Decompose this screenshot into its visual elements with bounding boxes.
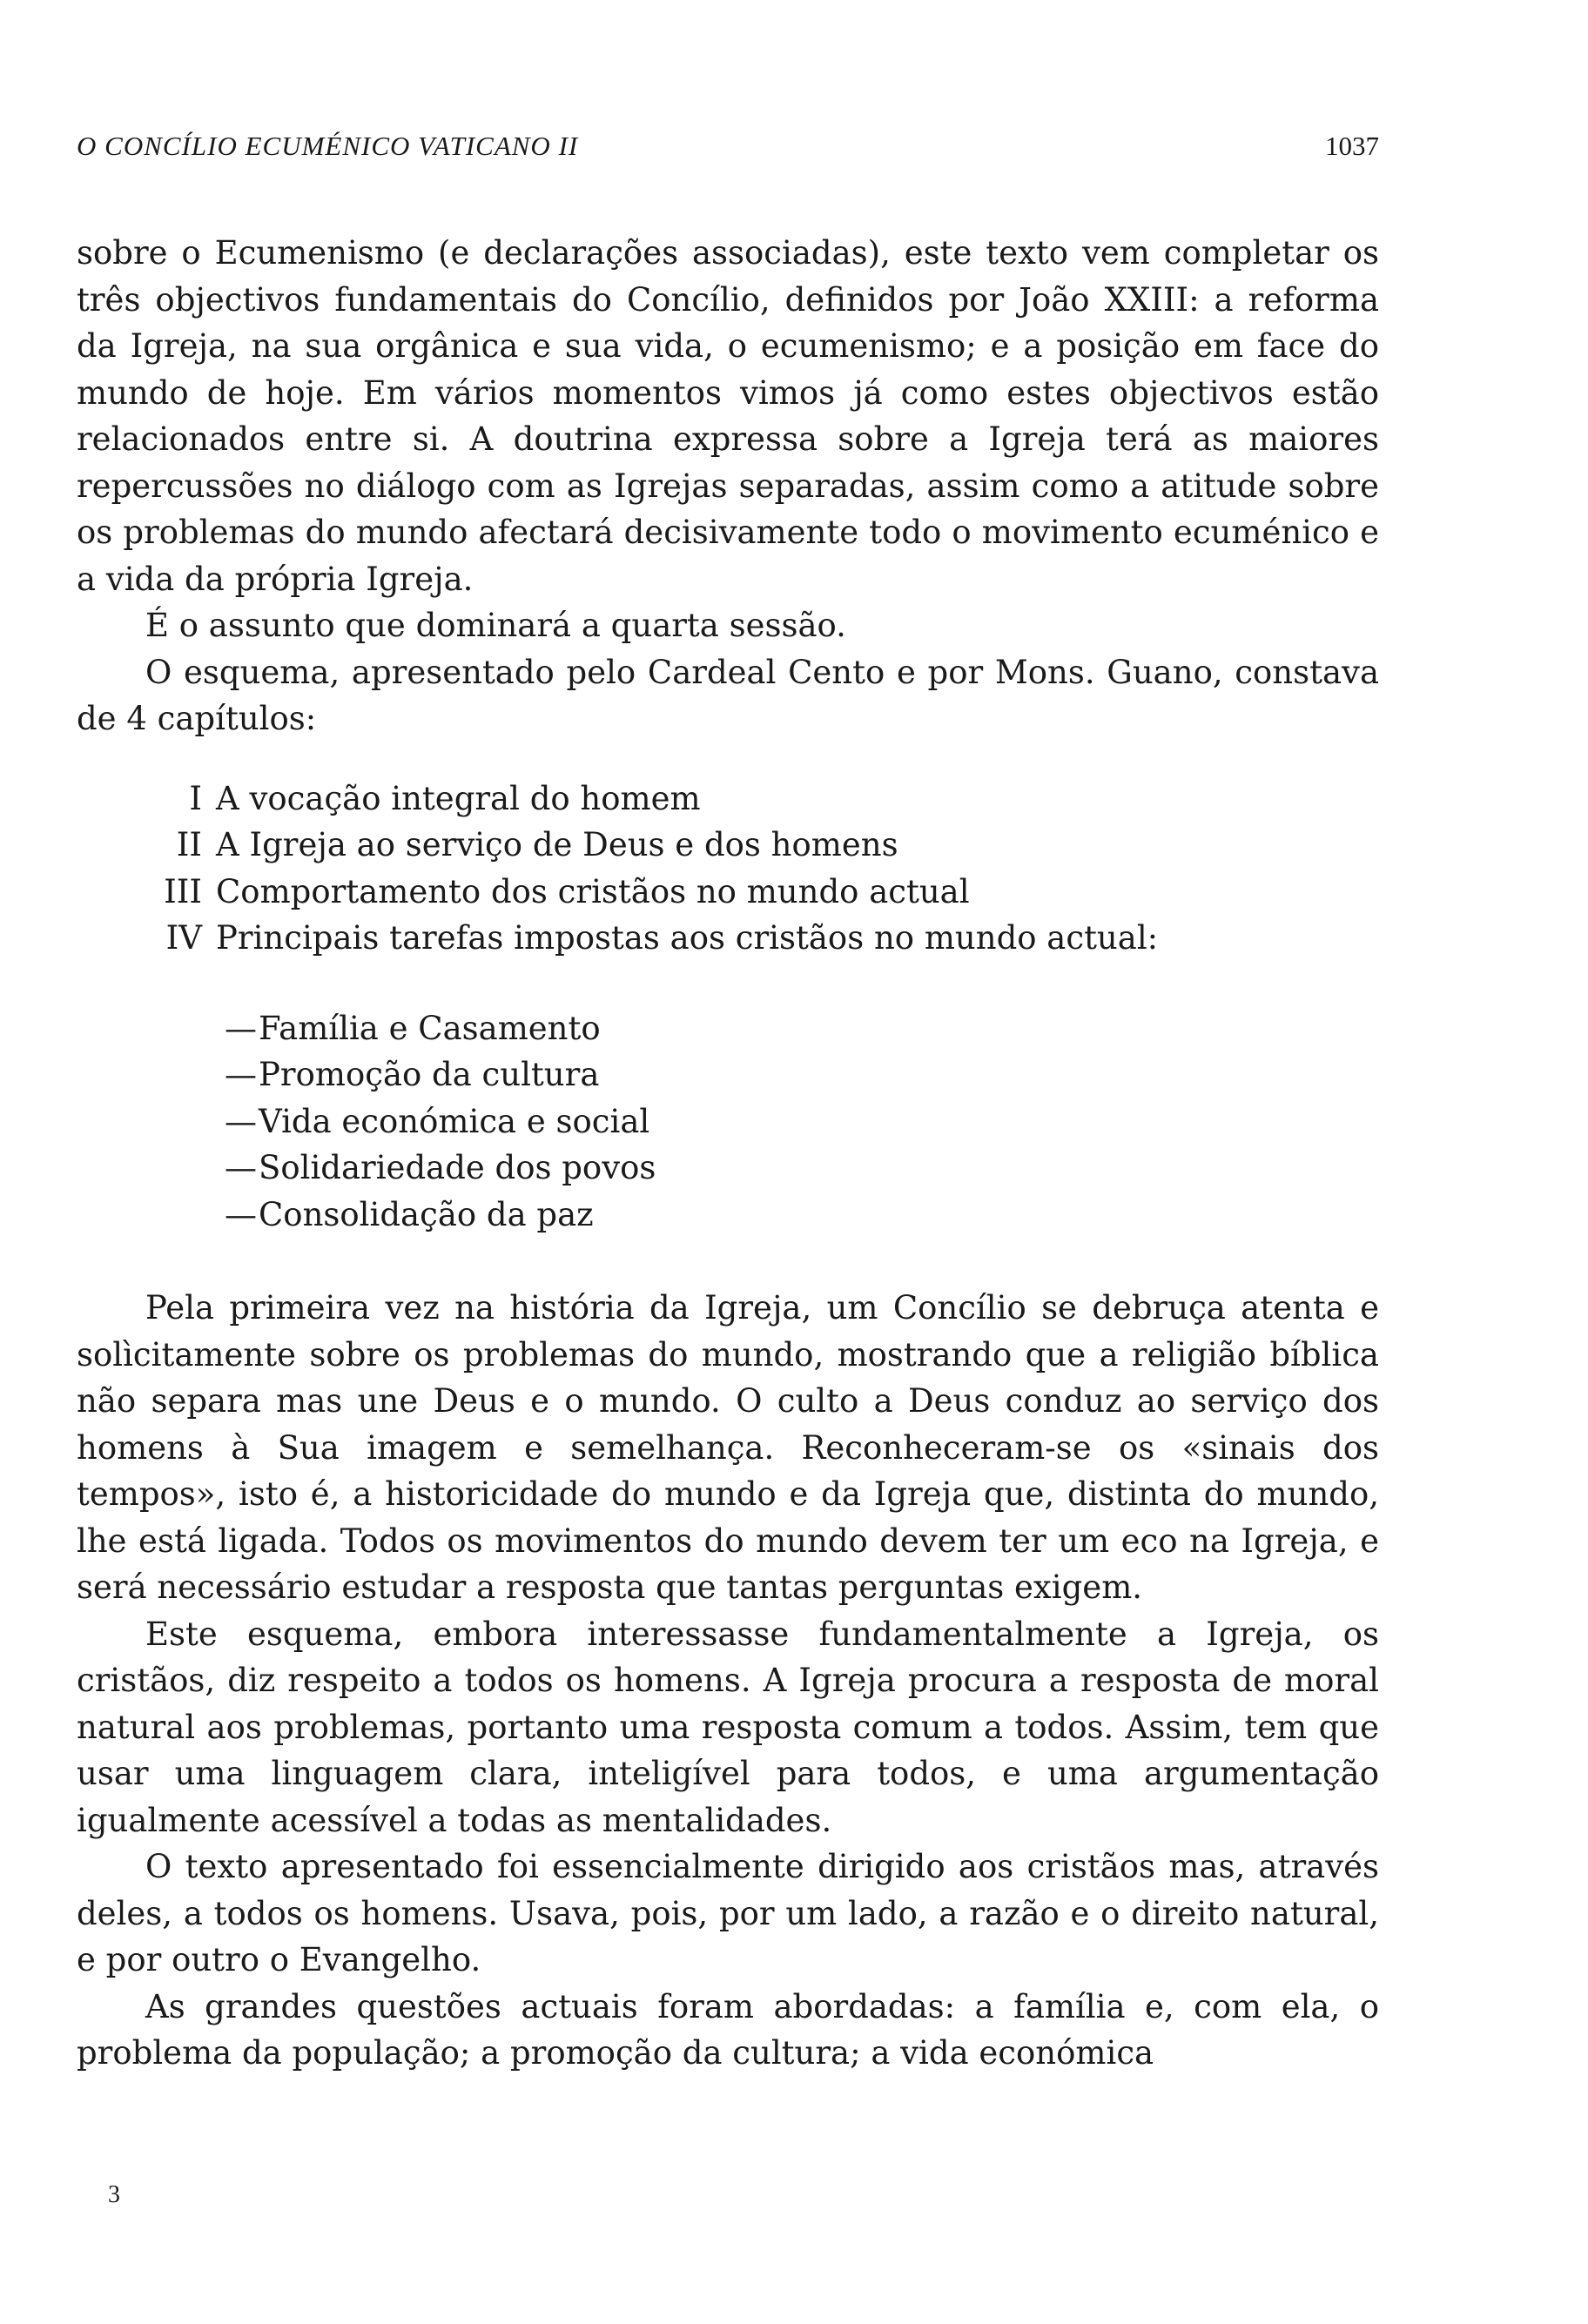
running-head	[77, 131, 1379, 176]
task-list	[77, 1005, 1379, 1239]
chapter-number: II	[176, 826, 202, 863]
task-item	[77, 1192, 1379, 1239]
paragraph: Pela primeira vez na história da Igreja, um Concílio se debruça atenta e solìcitamente sobre os problemas do mundo, mostrando que a religião bíblica não separa mas une Deus e o mundo. O culto a Deus conduz ao serviço dos homens à Sua imagem e semelhança. Reconheceram-se os «sinais dos tempos», isto é, a historicidade do mundo e da Igreja que, distinta do mundo, lhe está ligada. Todos os movimentos do mundo devem ter um eco na Igreja, e será necessário estudar a resposta que tantas perguntas exigem.	[77, 1289, 1379, 1606]
dash-marker: —	[225, 1056, 257, 1093]
chapter-item	[77, 869, 1379, 916]
chapter-title: A vocação integral do homem	[216, 779, 701, 817]
task-label: Família e Casamento	[259, 1009, 601, 1047]
signature-mark: 3	[108, 2181, 120, 2208]
chapter-number: III	[164, 872, 202, 910]
dash-marker: —	[225, 1102, 257, 1140]
task-item	[77, 1145, 1379, 1192]
chapter-item	[77, 822, 1379, 869]
page	[77, 131, 1379, 2077]
paragraph: O esquema, apresentado pelo Cardeal Cento e por Mons. Guano, constava de 4 capítulos:	[77, 653, 1379, 737]
task-label: Solidariedade dos povos	[259, 1149, 656, 1186]
chapter-title: Principais tarefas impostas aos cristãos no mundo actual:	[216, 919, 1159, 957]
paragraph: O texto apresentado foi essencialmente dirigido aos cristãos mas, através deles, a todos os homens. Usava, pois, por um lado, a razão e o direito natural, e por outro o Evangelho.	[77, 1848, 1379, 1978]
dash-marker: —	[225, 1009, 257, 1047]
chapter-list	[77, 776, 1379, 962]
task-item	[77, 1051, 1379, 1098]
dash-marker: —	[225, 1149, 257, 1186]
dash-marker: —	[225, 1195, 257, 1233]
task-label: Vida económica e social	[259, 1102, 650, 1140]
chapter-number: I	[189, 779, 202, 817]
running-title: O CONCÍLIO ECUMÉNICO VATICANO II	[77, 131, 579, 161]
chapter-title: Comportamento dos cristãos no mundo actual	[216, 872, 970, 910]
task-label: Consolidação da paz	[259, 1195, 594, 1233]
paragraph: É o assunto que dominará a quarta sessão.	[145, 607, 846, 644]
chapter-item	[77, 915, 1379, 962]
chapter-item	[77, 776, 1379, 823]
task-label: Promoção da cultura	[259, 1056, 600, 1093]
task-item	[77, 1098, 1379, 1145]
page-number: 1037	[1325, 131, 1379, 161]
task-item	[77, 1005, 1379, 1052]
chapter-number: IV	[165, 919, 202, 957]
paragraph: As grandes questões actuais foram abordadas: a família e, com ela, o problema da população; a promoção da cultura; a vida económica	[77, 1987, 1379, 2072]
chapter-title: A Igreja ao serviço de Deus e dos homens	[216, 826, 898, 863]
paragraph-continuation: sobre o Ecumenismo (e declarações associadas), este texto vem completar os três objectivos fundamentais do Concílio, definidos por João XXIII: a reforma da Igreja, na sua orgânica e sua vida, o ecumenismo; e a posição em face do mundo de hoje. Em vários momentos vimos já como estes objectivos estão relacionados entre si. A doutrina expressa sobre a Igreja terá as maiores repercussões no diálogo com as Igrejas separadas, assim como a atitude sobre os problemas do mundo afectará decisivamente todo o movimento ecuménico e a vida da própria Igreja.	[77, 234, 1379, 598]
body-text	[77, 230, 1379, 2077]
paragraph: Este esquema, embora interessasse fundamentalmente a Igreja, os cristãos, diz respeito a todos os homens. A Igreja procura a resposta de moral natural aos problemas, portanto uma resposta comum a todos. Assim, tem que usar uma linguagem clara, inteligível para todos, e uma argumentação igualmente acessível a todas as mentalidades.	[77, 1615, 1379, 1839]
